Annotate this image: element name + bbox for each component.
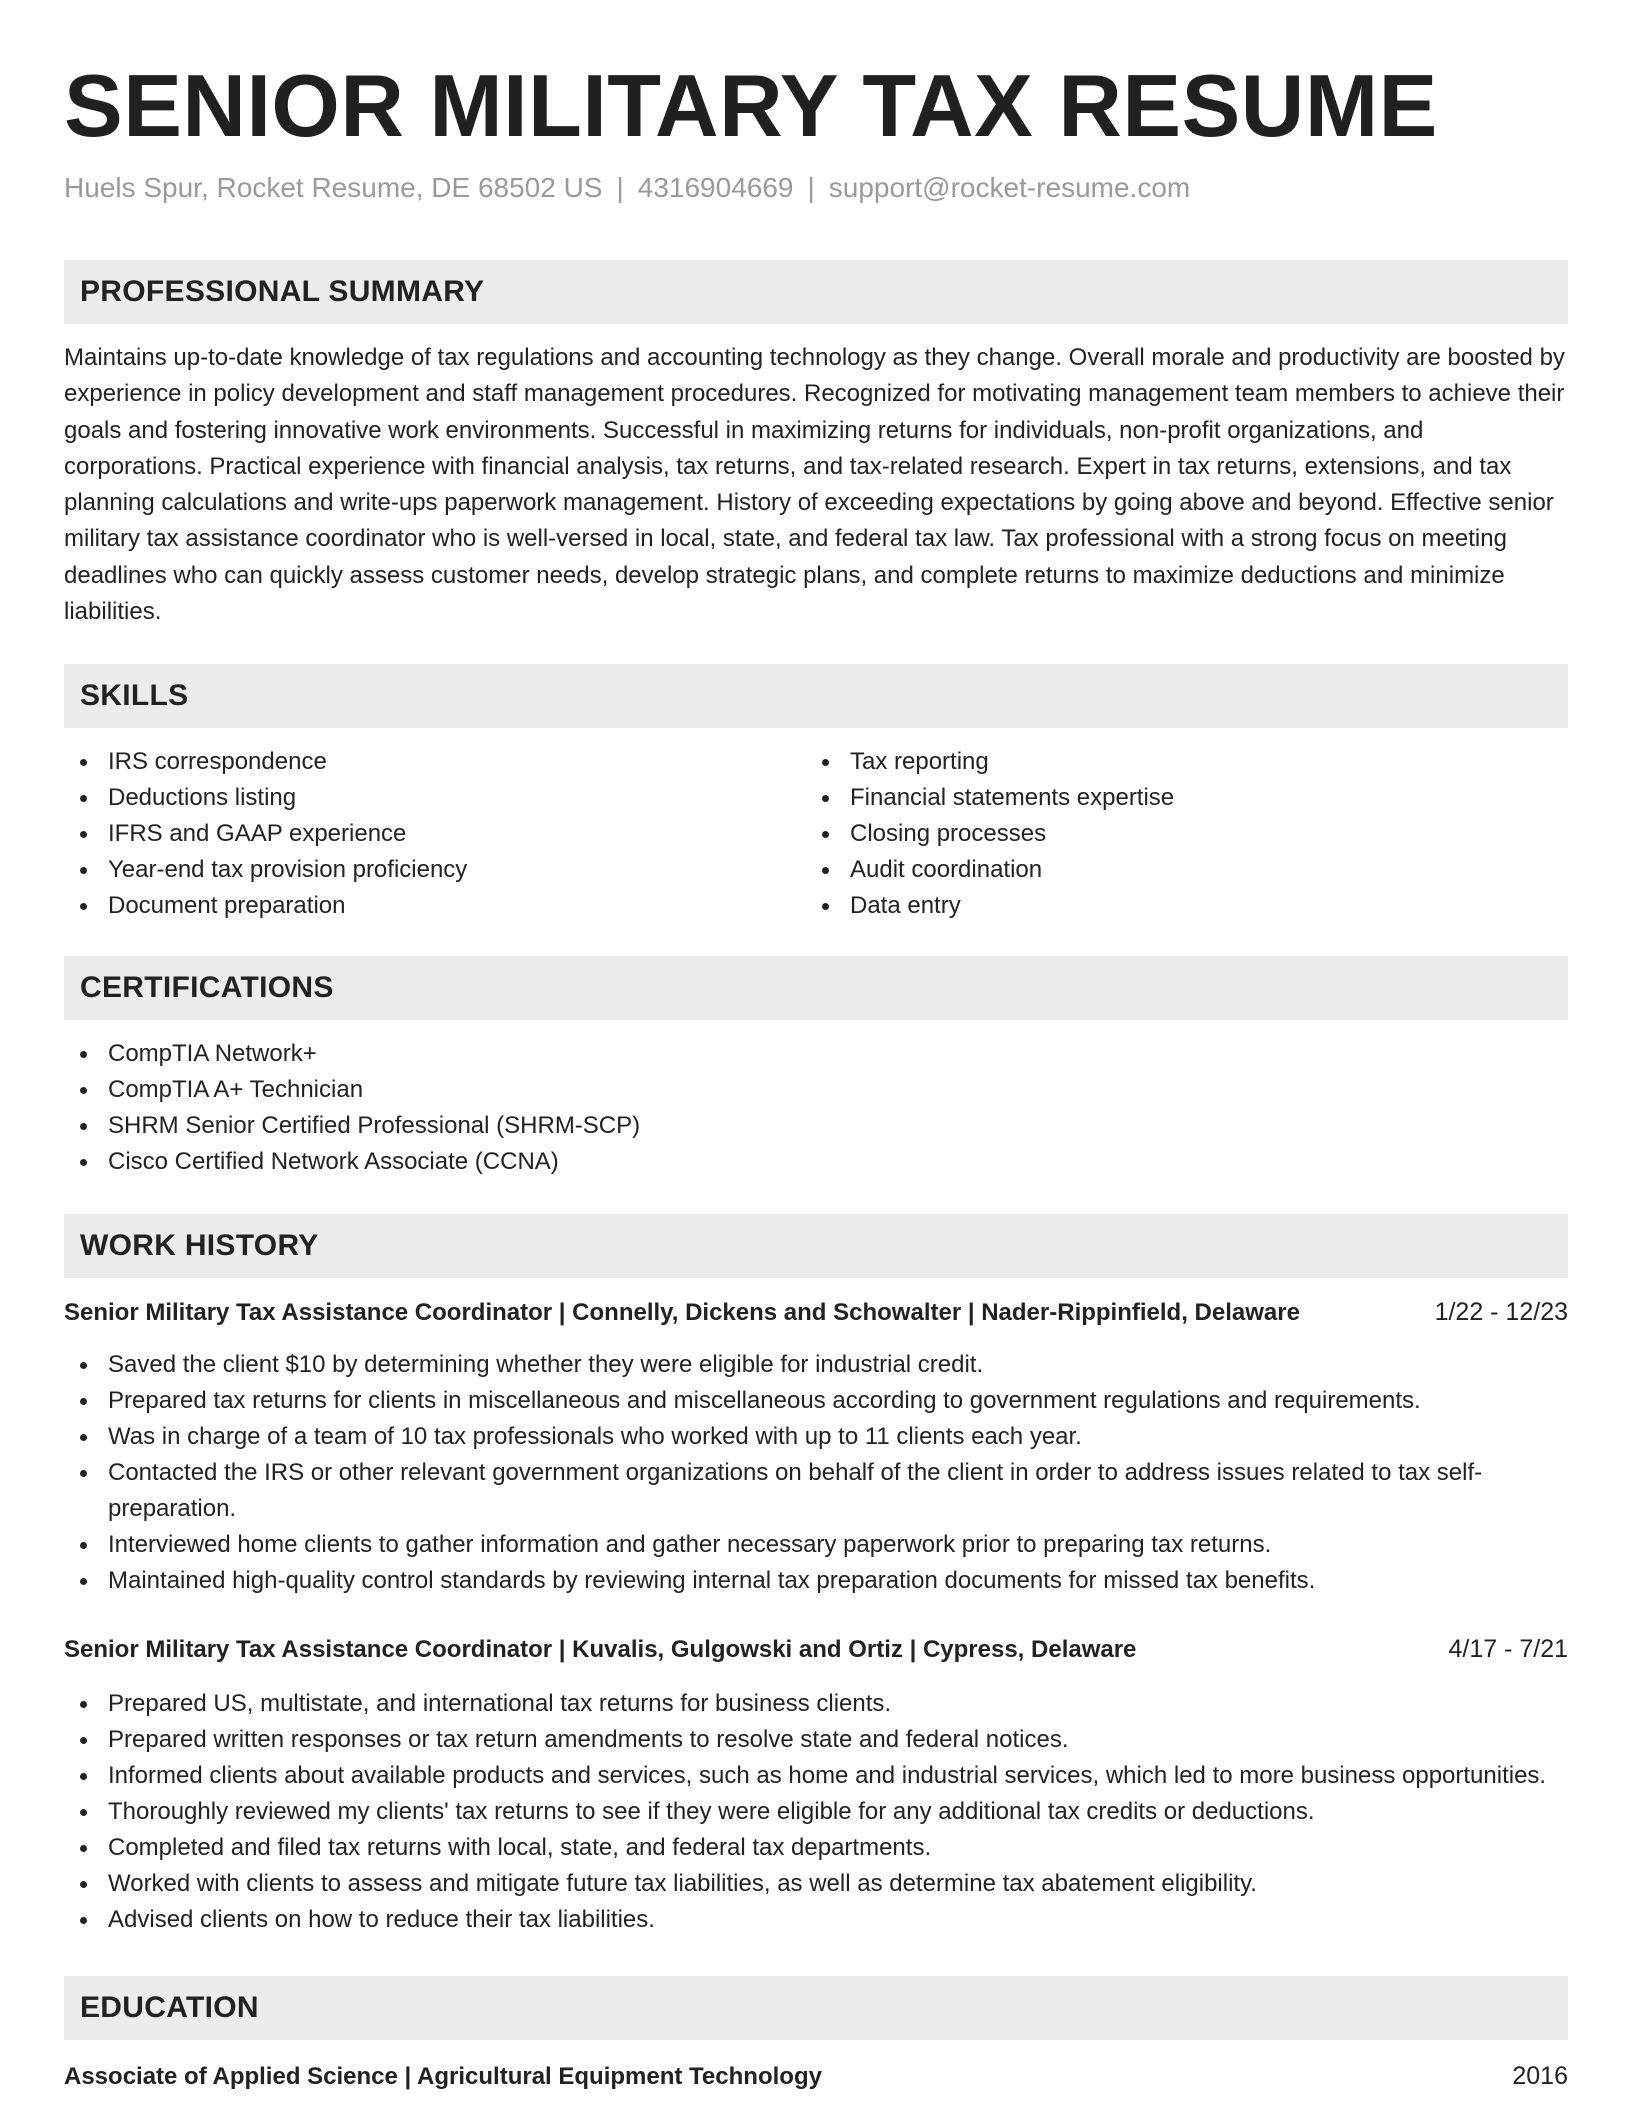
section-header-certifications: CERTIFICATIONS — [64, 956, 1568, 1020]
skill-item: IFRS and GAAP experience — [64, 816, 806, 852]
job-bullet: Worked with clients to assess and mitigate future tax liabilities, as well as determine tax abatement eligibility. — [64, 1866, 1568, 1902]
education-year: 2016 — [1512, 2062, 1568, 2091]
job-header — [64, 1294, 1568, 1331]
certification-item: CompTIA Network+ — [64, 1036, 1568, 1072]
skill-item: Data entry — [806, 888, 1548, 924]
job-bullet: Thoroughly reviewed my clients' tax returns to see if they were eligible for any additional tax credits or deductions. — [64, 1794, 1568, 1830]
job-title: Senior Military Tax Assistance Coordinator | Connelly, Dickens and Schowalter | Nader-Rippinfield, Delaware — [64, 1299, 1300, 1327]
job-bullet: Contacted the IRS or other relevant government organizations on behalf of the client in order to address issues related to tax self-preparation. — [64, 1455, 1568, 1527]
section-header-work-history: WORK HISTORY — [64, 1214, 1568, 1278]
contact-separator: | — [616, 172, 624, 203]
section-header-education: EDUCATION — [64, 1976, 1568, 2040]
job-bullet: Informed clients about available products and services, such as home and industrial services, which led to more business opportunities. — [64, 1758, 1568, 1794]
education-entry — [64, 2058, 1568, 2095]
job-bullets — [64, 1686, 1568, 1938]
education-degree: Associate of Applied Science | Agricultural Equipment Technology — [64, 2063, 822, 2091]
skill-item: Audit coordination — [806, 852, 1548, 888]
job-bullet: Saved the client $10 by determining whether they were eligible for industrial credit. — [64, 1347, 1568, 1383]
skills-list-left — [64, 744, 806, 924]
section-header-summary: PROFESSIONAL SUMMARY — [64, 260, 1568, 324]
certifications-list — [64, 1036, 1568, 1180]
contact-separator: | — [807, 172, 815, 203]
certification-item: SHRM Senior Certified Professional (SHRM-SCP) — [64, 1108, 1568, 1144]
summary-text: Maintains up-to-date knowledge of tax regulations and accounting technology as they change. Overall morale and productivity are boosted by experience in policy development and staff management procedures. Recognized for motivating management team members to achieve their goals and fostering innovative work environments. Successful in maximizing returns for individuals, non-profit organizations, and corporations. Practical experience with financial analysis, tax returns, and tax-related research. Expert in tax returns, extensions, and tax planning calculations and write-ups paperwork management. History of exceeding expectations by going above and beyond. Effective senior military tax assistance coordinator who is well-versed in local, state, and federal tax law. Tax professional with a strong focus on meeting deadlines who can quickly assess customer needs, develop strategic plans, and complete returns to maximize deductions and minimize liabilities. — [64, 344, 1565, 626]
contact-line — [64, 170, 1568, 206]
job-dates: 4/17 - 7/21 — [1448, 1635, 1568, 1664]
contact-email: support@rocket-resume.com — [828, 172, 1191, 203]
job-bullet: Interviewed home clients to gather information and gather necessary paperwork prior to preparing tax returns. — [64, 1527, 1568, 1563]
job-bullet: Prepared tax returns for clients in miscellaneous and miscellaneous according to government regulations and requirements. — [64, 1383, 1568, 1419]
job-bullet: Prepared US, multistate, and international tax returns for business clients. — [64, 1686, 1568, 1722]
certification-item: Cisco Certified Network Associate (CCNA) — [64, 1144, 1568, 1180]
skills-grid — [64, 744, 1568, 924]
skills-list-right — [806, 744, 1548, 924]
job-title: Senior Military Tax Assistance Coordinator | Kuvalis, Gulgowski and Ortiz | Cypress, Delaware — [64, 1636, 1137, 1664]
job-entry — [64, 1631, 1568, 1938]
job-bullet: Completed and filed tax returns with local, state, and federal tax departments. — [64, 1830, 1568, 1866]
job-bullet: Was in charge of a team of 10 tax professionals who worked with up to 11 clients each year. — [64, 1419, 1568, 1455]
job-bullet: Maintained high-quality control standards by reviewing internal tax preparation documents for missed tax benefits. — [64, 1563, 1568, 1599]
resume-title: SENIOR MILITARY TAX RESUME — [64, 56, 1438, 155]
certification-item: CompTIA A+ Technician — [64, 1072, 1568, 1108]
skill-item: Financial statements expertise — [806, 780, 1548, 816]
job-bullets — [64, 1347, 1568, 1599]
job-bullet: Advised clients on how to reduce their tax liabilities. — [64, 1902, 1568, 1938]
skill-item: IRS correspondence — [64, 744, 806, 780]
contact-address: Huels Spur, Rocket Resume, DE 68502 US — [64, 172, 603, 203]
skill-item: Document preparation — [64, 888, 806, 924]
job-dates: 1/22 - 12/23 — [1434, 1298, 1568, 1327]
job-bullet: Prepared written responses or tax return amendments to resolve state and federal notices. — [64, 1722, 1568, 1758]
job-header — [64, 1631, 1568, 1668]
skill-item: Closing processes — [806, 816, 1548, 852]
skill-item: Deductions listing — [64, 780, 806, 816]
resume-page — [64, 0, 1568, 2095]
contact-phone: 4316904669 — [637, 172, 794, 203]
skill-item: Year-end tax provision proficiency — [64, 852, 806, 888]
skill-item: Tax reporting — [806, 744, 1548, 780]
job-entry — [64, 1294, 1568, 1599]
section-header-skills: SKILLS — [64, 664, 1568, 728]
